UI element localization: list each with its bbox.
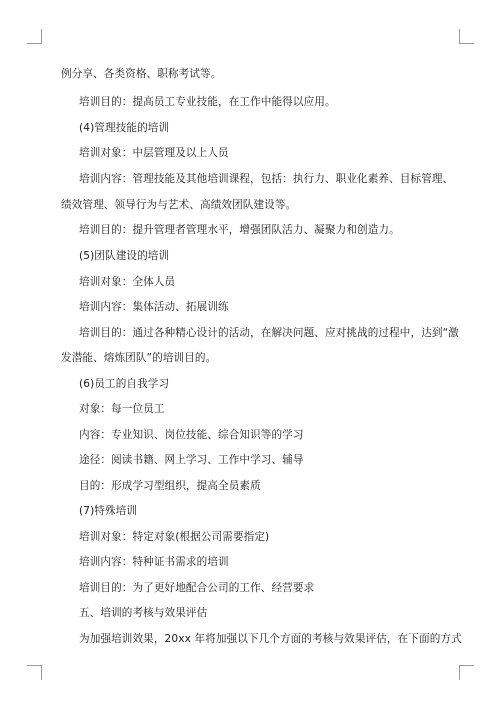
assessment-intro-line: 为加强培训效果，20xx 年将加强以下几个方面的考核与效果评估，在下面的方式 — [79, 633, 462, 645]
crop-mark-top-right — [459, 29, 474, 44]
training-content-line: 培训内容：特种证书需求的培训 — [79, 556, 229, 568]
training-content-line: 培训内容：管理技能及其他培训课程，包括：执行力、职业化素养、目标管理、 — [79, 173, 454, 185]
training-goal-line: 培训目的：为了更好地配合公司的工作、经营要求 — [79, 582, 315, 594]
paragraph-continuation: 例分享、各类资格、职称考试等。 — [61, 68, 222, 80]
section-heading-management-skills: (4)管理技能的培训 — [79, 122, 170, 134]
training-target-line: 培训对象：特定对象(根据公司需要指定) — [79, 531, 270, 543]
training-goal-continuation: 发潜能、熔炼团队”的培训目的。 — [61, 352, 217, 364]
section-heading-self-learning: (6)员工的自我学习 — [79, 378, 170, 390]
training-content-continuation: 绩效管理、领导行为与艺术、高绩效团队建设等。 — [61, 199, 297, 211]
training-goal-line: 培训目的：提升管理者管理水平，增强团队活力、凝聚力和创造力。 — [79, 224, 400, 236]
self-learning-method-line: 途径：阅读书籍、网上学习、工作中学习、辅导 — [79, 454, 304, 466]
section-heading-team-building: (5)团队建设的培训 — [79, 250, 170, 262]
section-heading-assessment: 五、培训的考核与效果评估 — [79, 607, 208, 619]
self-learning-goal-line: 目的：形成学习型组织，提高全员素质 — [79, 480, 261, 492]
training-content-line: 培训内容：集体活动、拓展训练 — [79, 301, 229, 313]
training-goal-line: 培训目的：通过各种精心设计的活动，在解决问题、应对挑战的过程中，达到“激 — [79, 327, 459, 339]
self-learning-target-line: 对象：每一位员工 — [79, 403, 165, 415]
training-target-line: 培训对象：全体人员 — [79, 276, 176, 288]
crop-mark-top-left — [27, 29, 42, 44]
crop-mark-bottom-right — [459, 665, 474, 680]
crop-mark-bottom-left — [27, 665, 42, 680]
self-learning-content-line: 内容：专业知识、岗位技能、综合知识等的学习 — [79, 429, 304, 441]
section-heading-special-training: (7)特殊培训 — [79, 505, 138, 517]
training-target-line: 培训对象：中层管理及以上人员 — [79, 147, 229, 159]
training-goal-line: 培训目的：提高员工专业技能，在工作中能得以应用。 — [79, 96, 336, 108]
